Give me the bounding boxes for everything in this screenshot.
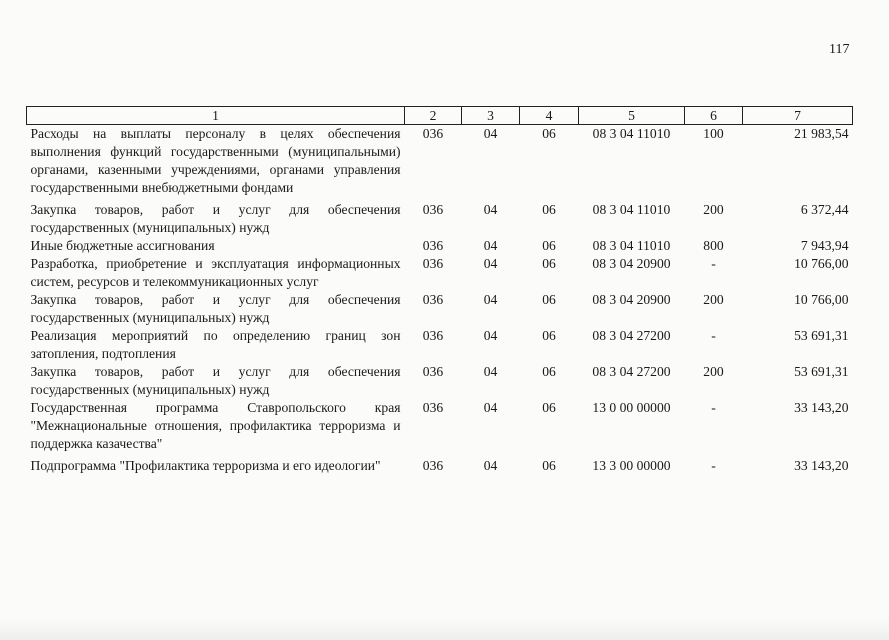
row-name: Закупка товаров, работ и услуг для обеспечения государственных (муниципальных) нужд [30,364,401,397]
cell-section: 04 [483,256,498,271]
row-name: Разработка, приобретение и эксплуатация информационных систем, ресурсов и телекоммуникационных услуг [30,256,401,289]
cell-section: 04 [483,364,498,379]
row-name: Расходы на выплаты персоналу в целях обеспечения выполнения функций государственными (муниципальными) органами, казенными учреждениями, органами управления государственными внебюджетными фондами [30,126,401,195]
cell-target-article: 08 3 04 27200 [592,328,671,343]
cell-section: 04 [483,400,498,415]
page-number: 117 [829,42,850,57]
header-row [27,107,853,125]
table-row [27,125,853,202]
table-row [27,201,853,237]
table-row [27,399,853,457]
budget-table [26,106,853,475]
cell-expense-type: 800 [703,238,724,253]
cell-subsection: 06 [542,458,556,473]
cell-section: 04 [483,126,498,141]
table-row [27,457,853,475]
cell-subsection: 06 [542,256,556,271]
row-name: Реализация мероприятий по определению границ зон затопления, подтопления [30,328,401,361]
cell-amount: 21 983,54 [794,126,849,141]
cell-target-article: 08 3 04 11010 [592,238,671,253]
cell-ministry: 036 [422,400,444,415]
cell-expense-type: - [711,458,716,473]
table-row [27,237,853,255]
cell-subsection: 06 [542,328,556,343]
column-header: 7 [743,107,853,125]
cell-expense-type: 200 [703,364,724,379]
cell-target-article: 08 3 04 11010 [592,126,671,141]
cell-ministry: 036 [422,292,444,307]
cell-subsection: 06 [542,364,556,379]
cell-ministry: 036 [422,328,444,343]
row-name: Иные бюджетные ассигнования [30,238,215,253]
cell-ministry: 036 [422,256,444,271]
cell-subsection: 06 [542,292,556,307]
cell-target-article: 08 3 04 20900 [592,292,671,307]
cell-expense-type: - [711,400,716,415]
cell-amount: 53 691,31 [794,364,849,379]
cell-target-article: 08 3 04 27200 [592,364,671,379]
cell-section: 04 [483,238,498,253]
cell-ministry: 036 [422,238,444,253]
table-row [27,255,853,291]
column-header: 3 [462,107,520,125]
cell-subsection: 06 [542,400,556,415]
cell-ministry: 036 [422,202,444,217]
row-name: Закупка товаров, работ и услуг для обеспечения государственных (муниципальных) нужд [30,292,401,325]
table-row [27,327,853,363]
cell-expense-type: 100 [703,126,724,141]
cell-expense-type: 200 [703,202,724,217]
cell-amount: 33 143,20 [794,400,849,415]
cell-target-article: 13 0 00 00000 [592,400,671,415]
cell-subsection: 06 [542,126,556,141]
cell-amount: 53 691,31 [794,328,849,343]
cell-amount: 6 372,44 [800,202,849,217]
row-name: Закупка товаров, работ и услуг для обеспечения государственных (муниципальных) нужд [30,202,401,235]
cell-subsection: 06 [542,238,556,253]
cell-section: 04 [483,292,498,307]
column-header: 2 [405,107,462,125]
column-header: 4 [520,107,579,125]
cell-ministry: 036 [422,364,444,379]
cell-amount: 10 766,00 [794,292,849,307]
column-header: 1 [27,107,405,125]
cell-expense-type: - [711,256,716,271]
cell-amount: 7 943,94 [800,238,849,253]
column-header: 5 [579,107,685,125]
cell-target-article: 13 3 00 00000 [592,458,671,473]
cell-amount: 33 143,20 [794,458,849,473]
cell-expense-type: - [711,328,716,343]
row-name: Государственная программа Ставропольского края "Межнациональные отношения, профилактика терроризма и поддержка казачества" [30,400,401,451]
row-name: Подпрограмма "Профилактика терроризма и его идеологии" [30,458,381,473]
cell-target-article: 08 3 04 11010 [592,202,671,217]
cell-amount: 10 766,00 [794,256,849,271]
cell-section: 04 [483,328,498,343]
cell-ministry: 036 [422,126,444,141]
cell-expense-type: 200 [703,292,724,307]
table-row [27,291,853,327]
cell-section: 04 [483,458,498,473]
cell-subsection: 06 [542,202,556,217]
table-row [27,363,853,399]
scan-shadow [0,618,889,640]
cell-section: 04 [483,202,498,217]
column-header: 6 [685,107,743,125]
cell-ministry: 036 [422,458,444,473]
cell-target-article: 08 3 04 20900 [592,256,671,271]
